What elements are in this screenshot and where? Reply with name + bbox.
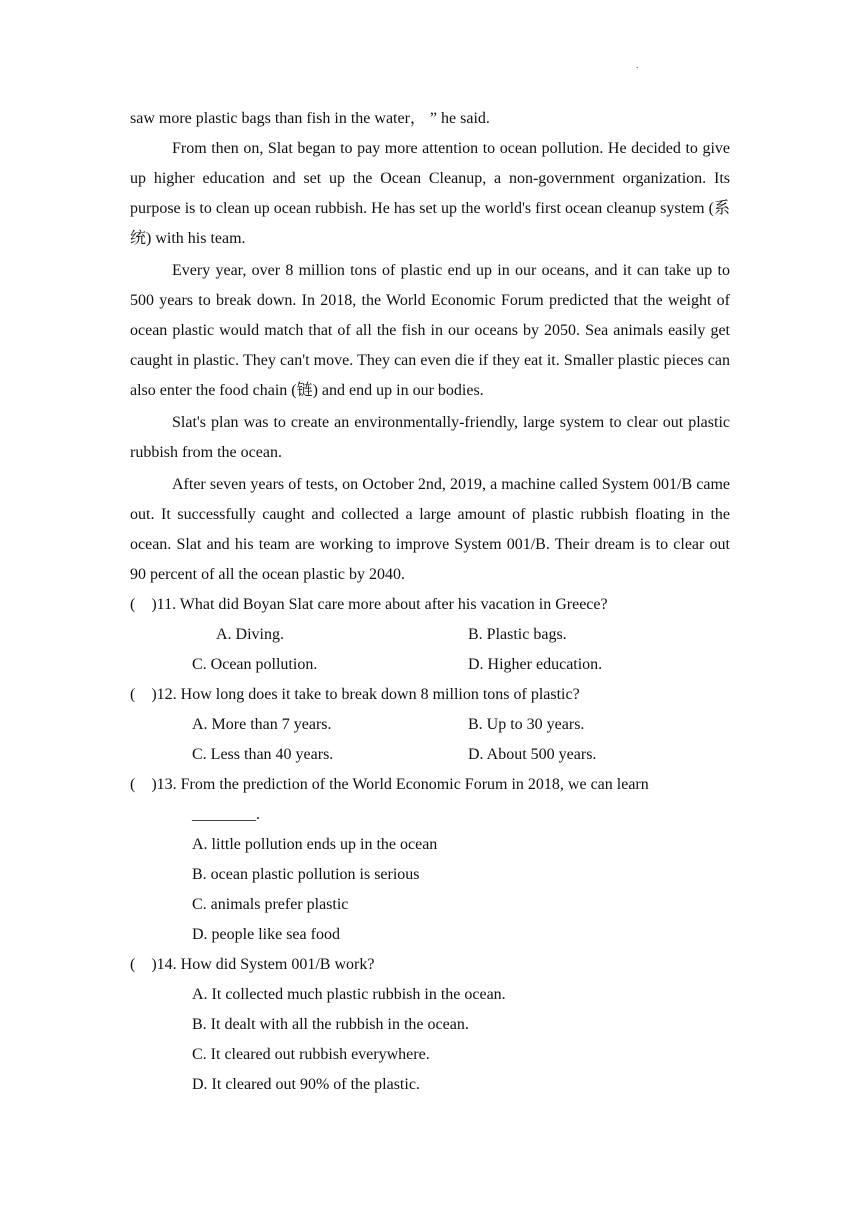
question-11-options: [192, 620, 730, 680]
paragraph-4: After seven years of tests, on October 2nd, 2019, a machine called System 001/B came out. It successfully caught and collected a large amount of plastic rubbish floating in the ocean. Slat and his team are working to improve System 001/B. Their dream is to clear out 90 percent of all the ocean plastic by 2040.: [130, 476, 730, 583]
q12-option-d: D. About 500 years.: [468, 746, 597, 763]
question-14-options: [192, 980, 730, 1100]
q13-option-d: D. people like sea food: [192, 926, 340, 943]
q11-option-a: A. Diving.: [216, 626, 284, 643]
paragraph-2: Every year, over 8 million tons of plastic end up in our oceans, and it can take up to 500 years to break down. In 2018, the World Economic Forum predicted that the weight of ocean plastic would match that of all the fish in our oceans by 2050. Sea animals easily get caught in plastic. They can't move. They can even die if they eat it. Smaller plastic pieces can also enter the food chain (链) and end up in our bodies.: [130, 262, 730, 399]
paragraph-1: From then on, Slat began to pay more attention to ocean pollution. He decided to give up higher education and set up the Ocean Cleanup, a non-government organization. Its purpose is to clean up ocean rubbish. He has set up the world's first ocean cleanup system (系统) with his team.: [130, 140, 731, 247]
q13-option-a: A. little pollution ends up in the ocean: [192, 836, 438, 853]
q14-option-b: B. It dealt with all the rubbish in the ocean.: [192, 1016, 469, 1033]
header-mark: .: [636, 60, 639, 71]
q14-option-c: C. It cleared out rubbish everywhere.: [192, 1046, 430, 1063]
question-13-options: [192, 830, 730, 950]
q13-option-c: C. animals prefer plastic: [192, 896, 349, 913]
question-12: ( )12. How long does it take to break down 8 million tons of plastic?: [130, 686, 580, 703]
question-11: ( )11. What did Boyan Slat care more about after his vacation in Greece?: [130, 596, 608, 613]
q13-option-b: B. ocean plastic pollution is serious: [192, 866, 420, 883]
question-12-options: [192, 710, 730, 770]
q12-option-a: A. More than 7 years.: [192, 716, 332, 733]
q14-option-d: D. It cleared out 90% of the plastic.: [192, 1076, 420, 1093]
q14-option-a: A. It collected much plastic rubbish in the ocean.: [192, 986, 506, 1003]
passage-and-questions: [130, 104, 730, 1100]
q11-option-c: C. Ocean pollution.: [192, 656, 318, 673]
q13-answer-blank: ________.: [192, 806, 260, 823]
question-14: ( )14. How did System 001/B work?: [130, 956, 375, 973]
opening-line: saw more plastic bags than fish in the water， ” he said.: [130, 110, 490, 127]
q11-option-b: B. Plastic bags.: [468, 626, 567, 643]
question-13: ( )13. From the prediction of the World Economic Forum in 2018, we can learn: [130, 776, 649, 793]
q12-option-c: C. Less than 40 years.: [192, 746, 334, 763]
q11-option-d: D. Higher education.: [468, 656, 603, 673]
paragraph-3: Slat's plan was to create an environmentally-friendly, large system to clear out plastic rubbish from the ocean.: [130, 414, 730, 461]
q12-option-b: B. Up to 30 years.: [468, 716, 585, 733]
